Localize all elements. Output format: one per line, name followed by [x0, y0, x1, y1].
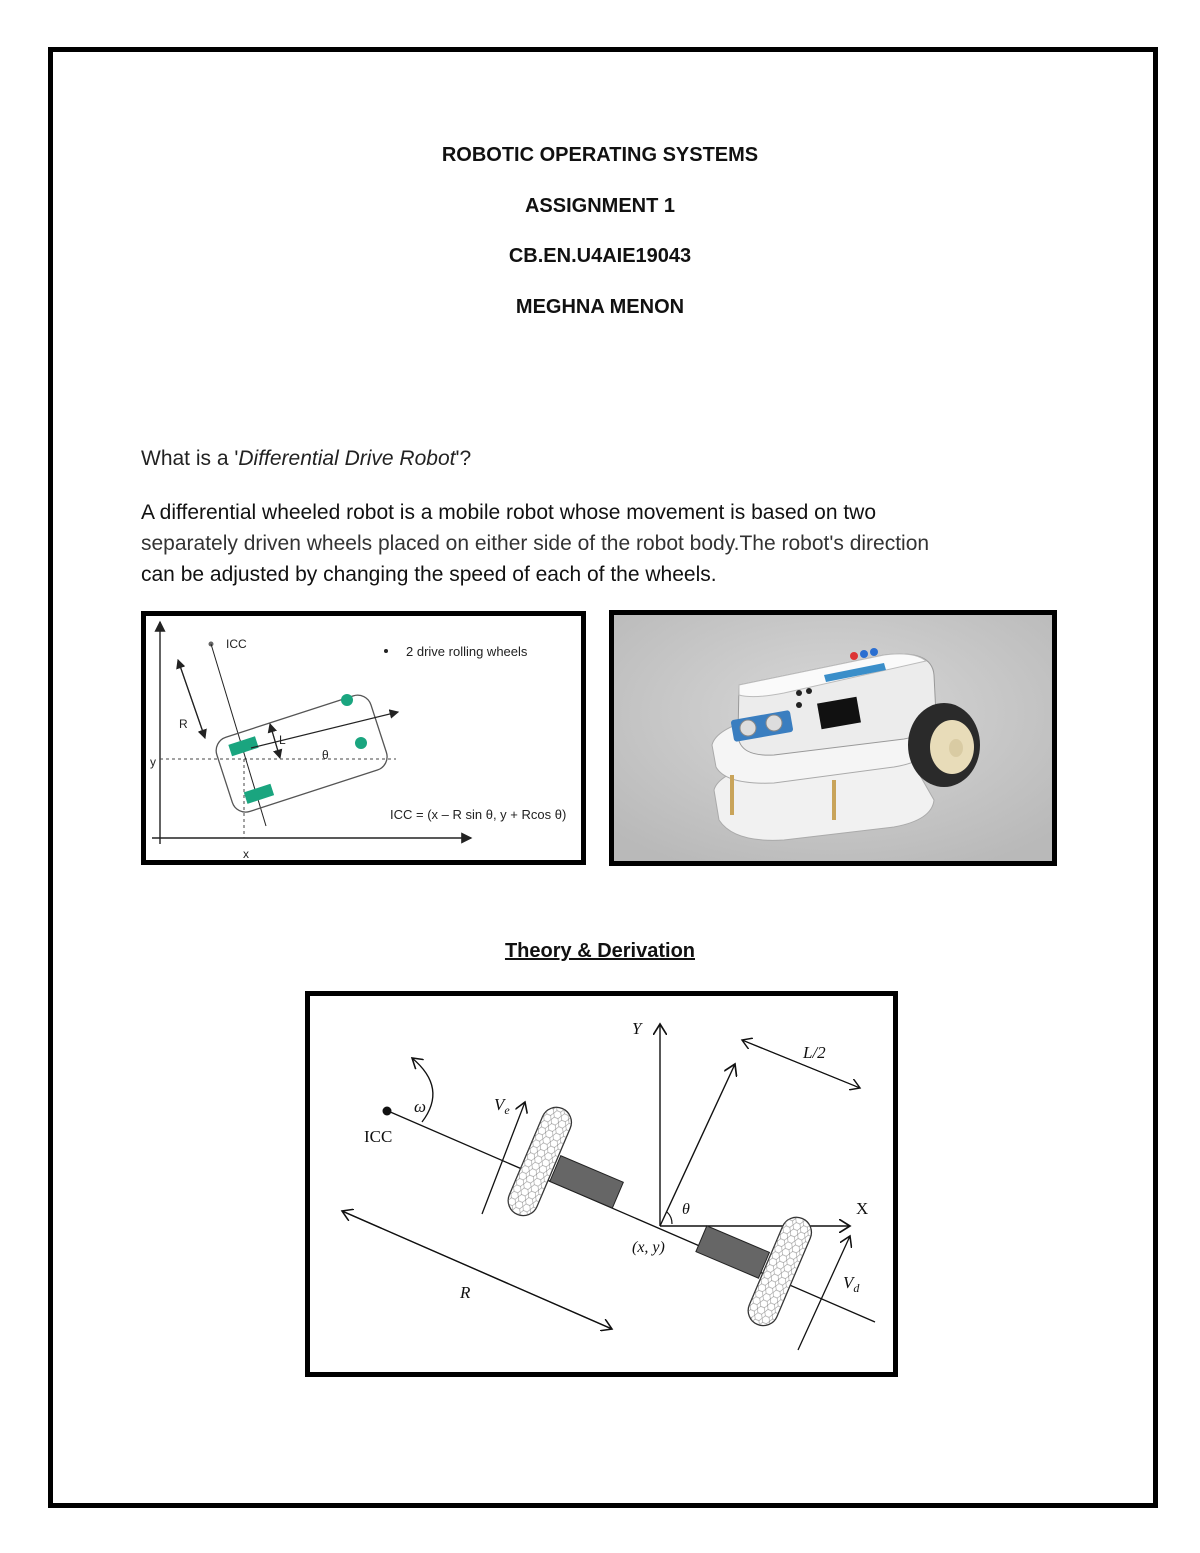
question-suffix: '? [455, 447, 472, 470]
half-width-arrow-back [742, 1040, 860, 1088]
question [141, 447, 471, 471]
y-axis-label: Y [632, 1019, 642, 1038]
ve-label-sub: e [504, 1103, 510, 1117]
section-heading: Theory & Derivation [504, 940, 696, 962]
heading-vector [660, 1064, 735, 1226]
student-name: MEGHNA MENON [515, 296, 685, 318]
vd-label-main: V [843, 1273, 854, 1292]
icc-label: ICC [226, 637, 247, 651]
x-axis-label: X [856, 1199, 869, 1218]
robot-photo [609, 610, 1057, 866]
heading-arrow [251, 712, 398, 748]
vd-vector [798, 1236, 850, 1350]
r-label: R [179, 717, 188, 731]
right-wheel [244, 784, 274, 804]
caster-wheel [341, 694, 353, 706]
bullet-text: 2 drive rolling wheels [406, 644, 528, 659]
ve-label-main: V [494, 1095, 505, 1114]
caster-wheel [355, 737, 367, 749]
answer-line: A differential wheeled robot is a mobile robot whose movement is based on two [141, 501, 877, 524]
vd-label-sub: d [853, 1281, 860, 1295]
radius-label: R [460, 1283, 471, 1302]
x-label: x [243, 847, 249, 860]
right-motor [696, 1226, 770, 1278]
course-title: ROBOTIC OPERATING SYSTEMS [441, 144, 759, 166]
ultrasonic-eye [766, 715, 782, 731]
pose-label: (x, y) [632, 1239, 665, 1256]
ultrasonic-eye [740, 720, 756, 736]
led-blue [860, 650, 868, 658]
vd-label [843, 1273, 860, 1295]
l-label: L [279, 733, 286, 747]
left-motor [550, 1156, 624, 1208]
half-width-label: L/2 [803, 1043, 826, 1062]
answer-line: separately driven wheels placed on either side of the robot body.The robot's direction [141, 532, 930, 555]
icc-point [383, 1107, 392, 1116]
theory-diagram-svg [310, 996, 893, 1372]
roll-number: CB.EN.U4AIE19043 [508, 245, 692, 267]
question-term: Differential Drive Robot [238, 447, 456, 470]
kinematic-schematic-svg [146, 616, 581, 860]
theory-diagram [305, 991, 898, 1377]
robot-body [213, 692, 391, 816]
theta-label: θ [682, 1201, 690, 1218]
icc-formula: ICC = (x – R sin θ, y + Rcos θ) [390, 807, 567, 822]
answer-line: can be adjusted by changing the speed of each of the wheels. [141, 563, 717, 586]
y-label: y [150, 755, 156, 769]
answer-paragraph [141, 497, 1041, 590]
question-prefix: What is a ' [141, 447, 239, 470]
ve-label [494, 1095, 510, 1117]
radius-arrow-back [342, 1211, 612, 1329]
bullet-dot [384, 649, 388, 653]
led-blue [870, 648, 878, 656]
kinematic-schematic-figure [141, 611, 586, 865]
icc-label: ICC [364, 1127, 393, 1146]
theta-label: θ [322, 748, 329, 762]
omega-label: ω [414, 1097, 427, 1116]
theta-arc [667, 1212, 672, 1224]
led-red [850, 652, 858, 660]
assignment-title: ASSIGNMENT 1 [524, 195, 676, 217]
robot-photo-svg [614, 615, 1052, 861]
